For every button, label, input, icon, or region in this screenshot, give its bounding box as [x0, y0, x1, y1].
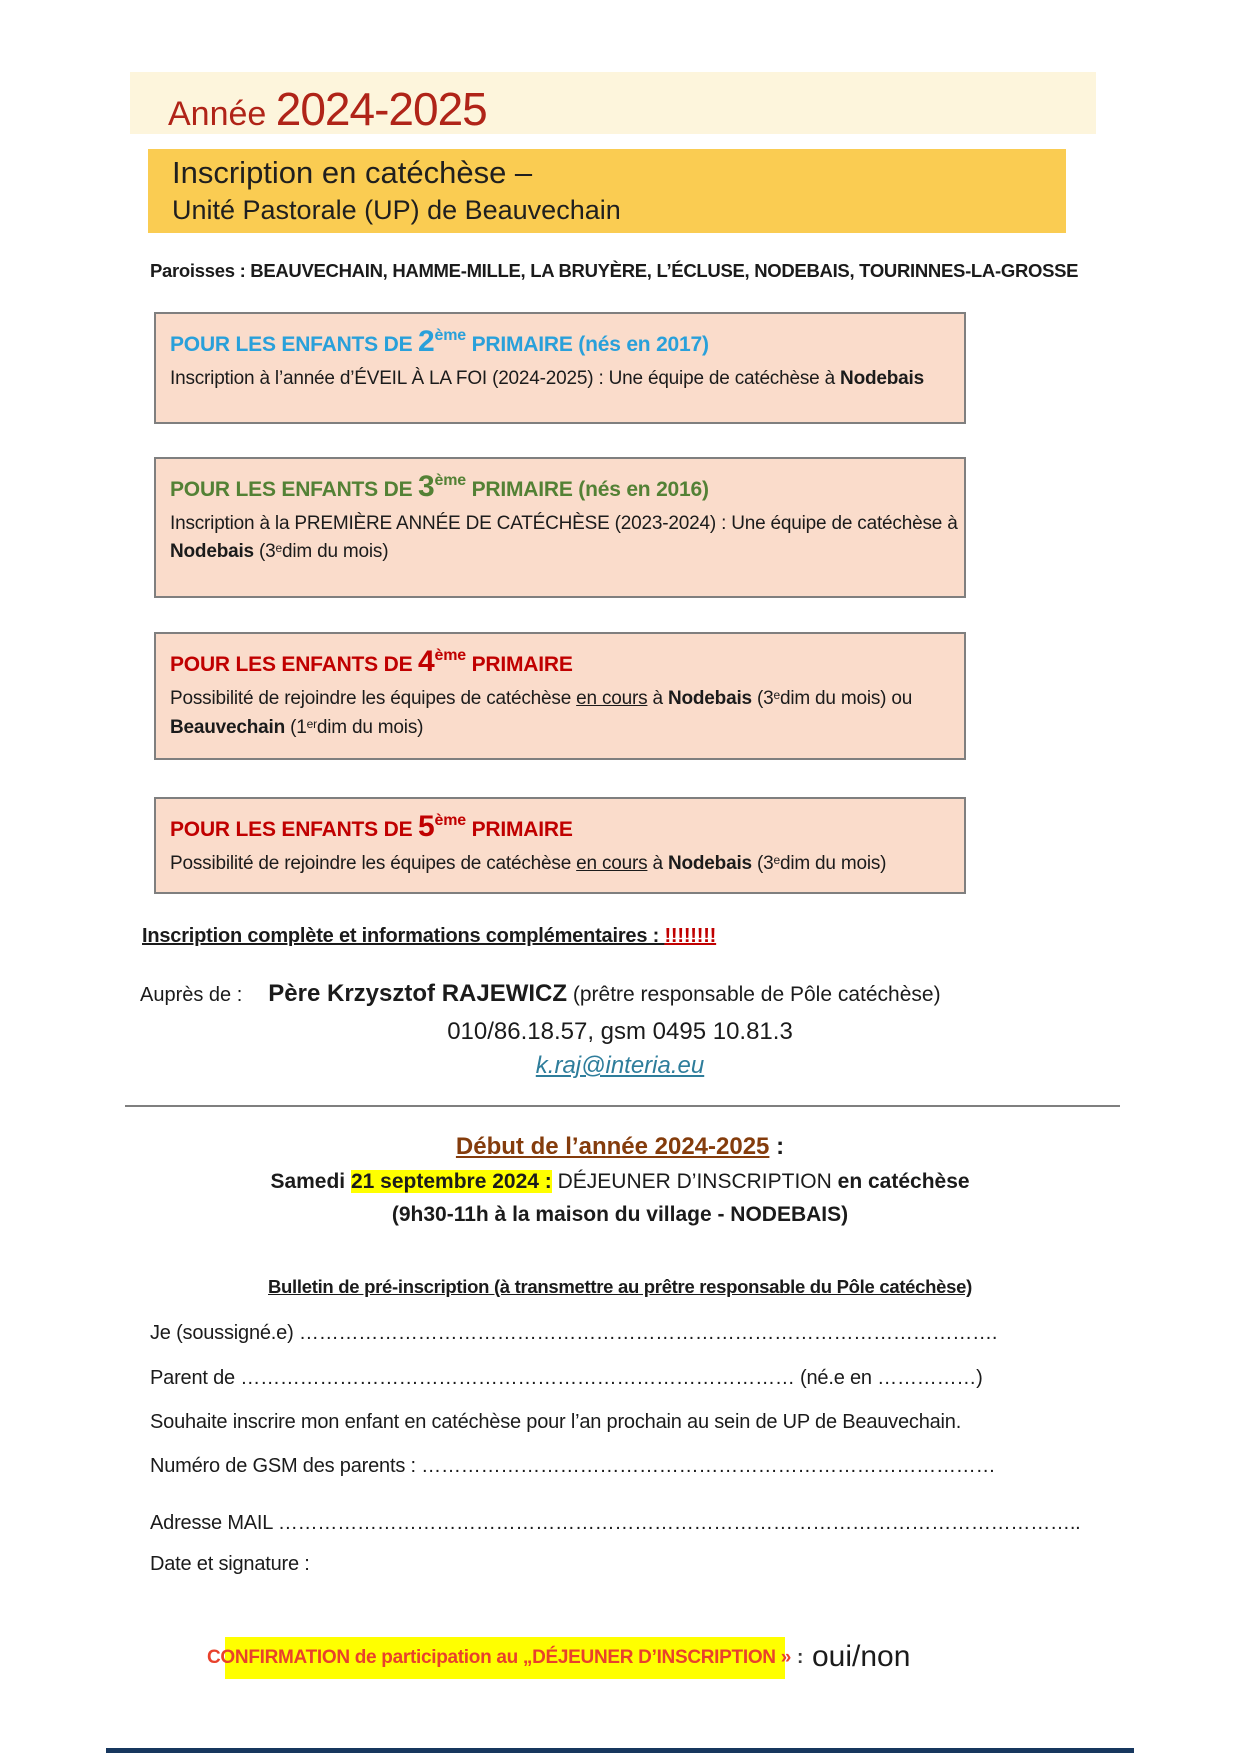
grade-box-2eme-heading: POUR LES ENFANTS DE 2ème PRIMAIRE (nés en 2017) [170, 325, 709, 358]
form-line-souhaite: Souhaite inscrire mon enfant en catéchèse pour l’an prochain au sein de UP de Beauvechain. [150, 1411, 962, 1433]
email-link[interactable]: k.raj@interia.eu [535, 1052, 705, 1079]
grade-box-5eme [154, 797, 966, 894]
bottom-edge-bar [106, 1748, 1134, 1753]
grade-box-5eme-body-line: Possibilité de rejoindre les équipes de catéchèse en cours à Nodebais (3edim du mois) [170, 852, 887, 874]
contact-line: Auprès de : Père Krzysztof RAJEWICZ (prêtre responsable de Pôle catéchèse) [140, 980, 941, 1007]
form-line-date-signature: Date et signature : [150, 1553, 310, 1575]
grade-box-4eme [154, 632, 966, 760]
grade-box-2eme [154, 312, 966, 424]
form-line-mail: Adresse MAIL ………………………………………………………………………………………………………….. [150, 1512, 1081, 1534]
grade-box-4eme-heading: POUR LES ENFANTS DE 4ème PRIMAIRE [170, 645, 573, 678]
year-value: 2024-2025 [275, 83, 487, 135]
complete-info-line: Inscription complète et informations complémentaires : !!!!!!!! [142, 925, 717, 947]
title-line-2: Unité Pastorale (UP) de Beauvechain [172, 195, 621, 225]
title-banner [148, 149, 1066, 233]
grade-box-3eme [154, 457, 966, 598]
confirmation-highlight [207, 1637, 803, 1679]
grade-box-5eme-heading: POUR LES ENFANTS DE 5ème PRIMAIRE [170, 810, 573, 843]
start-year-place-line: (9h30-11h à la maison du village - NODEBAIS) [391, 1203, 849, 1226]
start-year-date-line: Samedi 21 septembre 2024 : DÉJEUNER D’INSCRIPTION en catéchèse [270, 1170, 970, 1193]
title-line-1: Inscription en catéchèse – [172, 155, 533, 190]
grade-box-4eme-body-line: Beauvechain (1erdim du mois) [170, 716, 424, 738]
contact-email-row [150, 1052, 1090, 1080]
grade-box-3eme-body-line: Inscription à la PREMIÈRE ANNÉE DE CATÉCHÈSE (2023-2024) : Une équipe de catéchèse à [170, 513, 958, 534]
grade-box-3eme-heading: POUR LES ENFANTS DE 3ème PRIMAIRE (nés en 2016) [170, 470, 709, 503]
grade-box-2eme-body-line: Inscription à l’année d’ÉVEIL À LA FOI (2024-2025) : Une équipe de catéchèse à Nodebais [170, 368, 924, 389]
year-label: Année [168, 95, 276, 133]
contact-phone: 010/86.18.57, gsm 0495 10.81.3 [447, 1018, 793, 1045]
grade-box-4eme-body-line: Possibilité de rejoindre les équipes de catéchèse en cours à Nodebais (3edim du mois) ou [170, 687, 913, 709]
confirmation-label: CONFIRMATION de participation au „DÉJEUNER D’INSCRIPTION » [207, 1647, 791, 1668]
year-banner [130, 72, 1096, 134]
bulletin-heading: Bulletin de pré-inscription (à transmettre au prêtre responsable du Pôle catéchèse) [268, 1276, 972, 1297]
year-banner-text [168, 82, 487, 136]
confirmation-answer-oui-non: oui/non [812, 1640, 911, 1673]
parishes-line: Paroisses : BEAUVECHAIN, HAMME-MILLE, LA BRUYÈRE, L’ÉCLUSE, NODEBAIS, TOURINNES-LA-GROSSE [150, 260, 1079, 281]
confirmation-colon: : [796, 1647, 803, 1668]
horizontal-divider [125, 1105, 1120, 1107]
start-year-title: Début de l’année 2024-2025 : [455, 1133, 785, 1160]
grade-box-3eme-body-line: Nodebais (3edim du mois) [170, 540, 389, 562]
form-line-gsm: Numéro de GSM des parents : …………………………………………………………………………… [150, 1455, 996, 1477]
form-line-je: Je (soussigné.e) ……………………………………………………………………………………………. [150, 1322, 998, 1344]
form-line-parent: Parent de ………………………………………………………………………… (né.e en ……………) [150, 1367, 983, 1389]
